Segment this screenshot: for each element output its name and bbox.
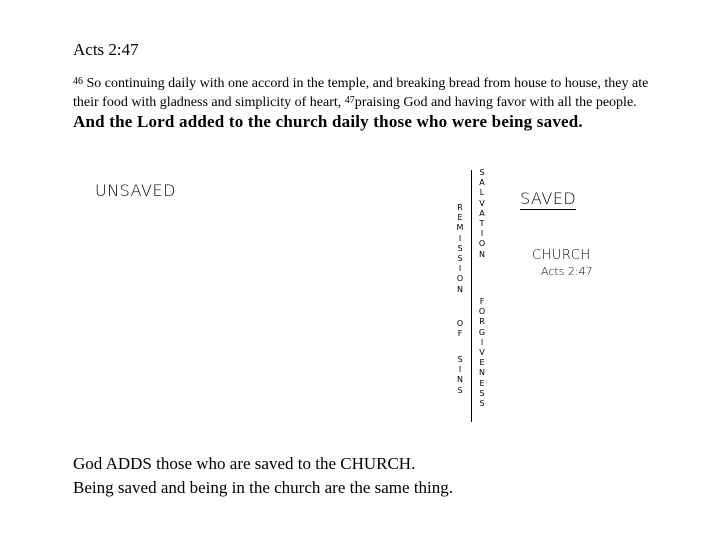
vertical-letter: E (479, 358, 485, 368)
vertical-letter: R (479, 317, 485, 327)
vertical-letter: S (479, 399, 485, 409)
verse-text (73, 74, 653, 133)
vertical-letter: S (457, 385, 463, 395)
vertical-letter: O (456, 274, 464, 284)
vertical-letter: I (480, 337, 484, 347)
vertical-letter: S (457, 243, 463, 253)
verse-emphasis: And the Lord added to the church daily those who were being saved. (73, 112, 583, 131)
vertical-letter: O (456, 319, 464, 328)
divider-line (471, 170, 472, 422)
vertical-letter: N (479, 249, 485, 259)
vertical-letter: N (457, 375, 463, 385)
vertical-letter: O (478, 239, 486, 249)
vertical-letter: A (479, 208, 485, 218)
vertical-letter: I (458, 264, 462, 274)
vertical-letter: S (457, 355, 463, 364)
vertical-word-forgiveness (477, 297, 487, 409)
verse-part-1: So continuing daily with one accord in the temple, and breaking bread from house to house, they ate their food with gladness and simplicity of heart, (73, 76, 649, 110)
vertical-letter: F (457, 329, 463, 339)
page-title: Acts 2:47 (73, 40, 139, 59)
vertical-letter: O (478, 307, 486, 317)
vertical-letter: I (458, 365, 462, 375)
vertical-letter: F (479, 297, 485, 306)
vertical-word-salvation (477, 168, 487, 260)
vertical-letter: N (457, 284, 463, 294)
vertical-letter: T (479, 219, 485, 229)
vertical-word-remission (455, 203, 465, 295)
vertical-letter: I (458, 233, 462, 243)
verse-part-2: praising God and having favor with all the people. (354, 95, 637, 110)
verse-number-47: 47 (344, 95, 355, 106)
footer-line-2: Being saved and being in the church are the same thing. (73, 478, 454, 497)
vertical-letter: S (479, 388, 485, 398)
vertical-letter: S (457, 254, 463, 264)
church-reference: Acts 2:47 (541, 265, 593, 278)
vertical-letter: S (479, 168, 485, 177)
vertical-letter: E (479, 378, 485, 388)
vertical-letter: I (480, 229, 484, 239)
vertical-letter: M (456, 223, 464, 233)
vertical-letter: V (479, 198, 485, 208)
vertical-letter: V (479, 348, 485, 358)
vertical-letter: A (479, 178, 485, 188)
vertical-word-sins (455, 355, 465, 396)
footer-text (73, 452, 453, 500)
vertical-word-of (455, 319, 465, 339)
vertical-letter: N (479, 368, 485, 378)
vertical-letter: G (478, 327, 486, 337)
vertical-letter: R (457, 203, 463, 212)
footer-line-1: God ADDS those who are saved to the CHURCH. (73, 454, 416, 473)
verse-number-46: 46 (73, 76, 83, 87)
church-label: CHURCH (532, 248, 591, 263)
unsaved-label: UNSAVED (95, 181, 176, 200)
vertical-letter: L (479, 188, 485, 198)
saved-label: SAVED (520, 189, 577, 208)
vertical-letter: E (457, 213, 463, 223)
